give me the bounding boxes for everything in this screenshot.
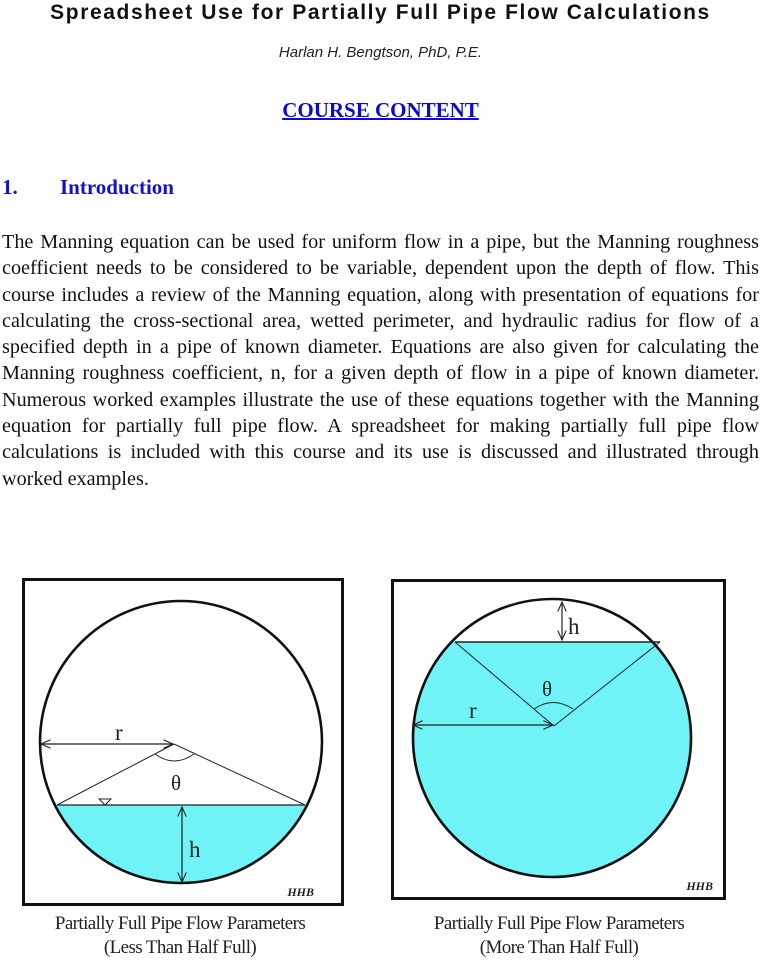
figure-caption-less-than-half [10,912,350,960]
figure-caption-more-than-half [384,912,734,960]
caption-line-2: (More Than Half Full) [479,937,639,958]
signature: HHB [686,879,713,893]
document-title: Spreadsheet Use for Partially Full Pipe Flow Calculations [50,1,711,24]
depth-label: h [568,614,580,639]
caption-line-1: Partially Full Pipe Flow Parameters [54,913,306,934]
section-title: Introduction [60,175,174,199]
caption-line-2: (Less Than Half Full) [103,937,257,958]
caption-line-1: Partially Full Pipe Flow Parameters [433,913,685,934]
figure-less-than-half-full [22,578,344,908]
radius-label: r [469,698,477,723]
angle-label: θ [171,771,182,795]
section-heading [2,174,174,200]
depth-label: h [189,837,201,862]
section-number: 1. [2,175,18,199]
figure-more-than-half-full [391,579,727,901]
course-content-link[interactable]: COURSE CONTENT [282,98,479,122]
radius-label: r [115,720,123,745]
course-content-heading [0,97,761,123]
angle-label: θ [542,677,553,701]
author-line: Harlan H. Bengtson, PhD, P.E. [278,44,483,61]
pipe-diagram-less-than-half [22,578,344,908]
pipe-diagram-more-than-half [391,579,727,901]
intro-paragraph: The Manning equation can be used for uniform flow in a pipe, but the Manning roughness coefficient needs to be considered to be variable, dependent upon the depth of flow. This course includes a review of the Manning equation, along with presentation of equations for calculating the cross-sectional area, wetted perimeter, and hydraulic radius for flow of a specified depth in a pipe of known diameter. Equations are also given for calculating the Manning roughness coefficient, n, for a given depth of flow in a pipe of known diameter. Numerous worked examples illustrate the use of these equations together with the Manning equation for partially full pipe flow. A spreadsheet for making partially full pipe flow calculations is included with this course and its use is discussed and illustrated through worked examples. [2,231,759,490]
signature: HHB [287,885,314,899]
